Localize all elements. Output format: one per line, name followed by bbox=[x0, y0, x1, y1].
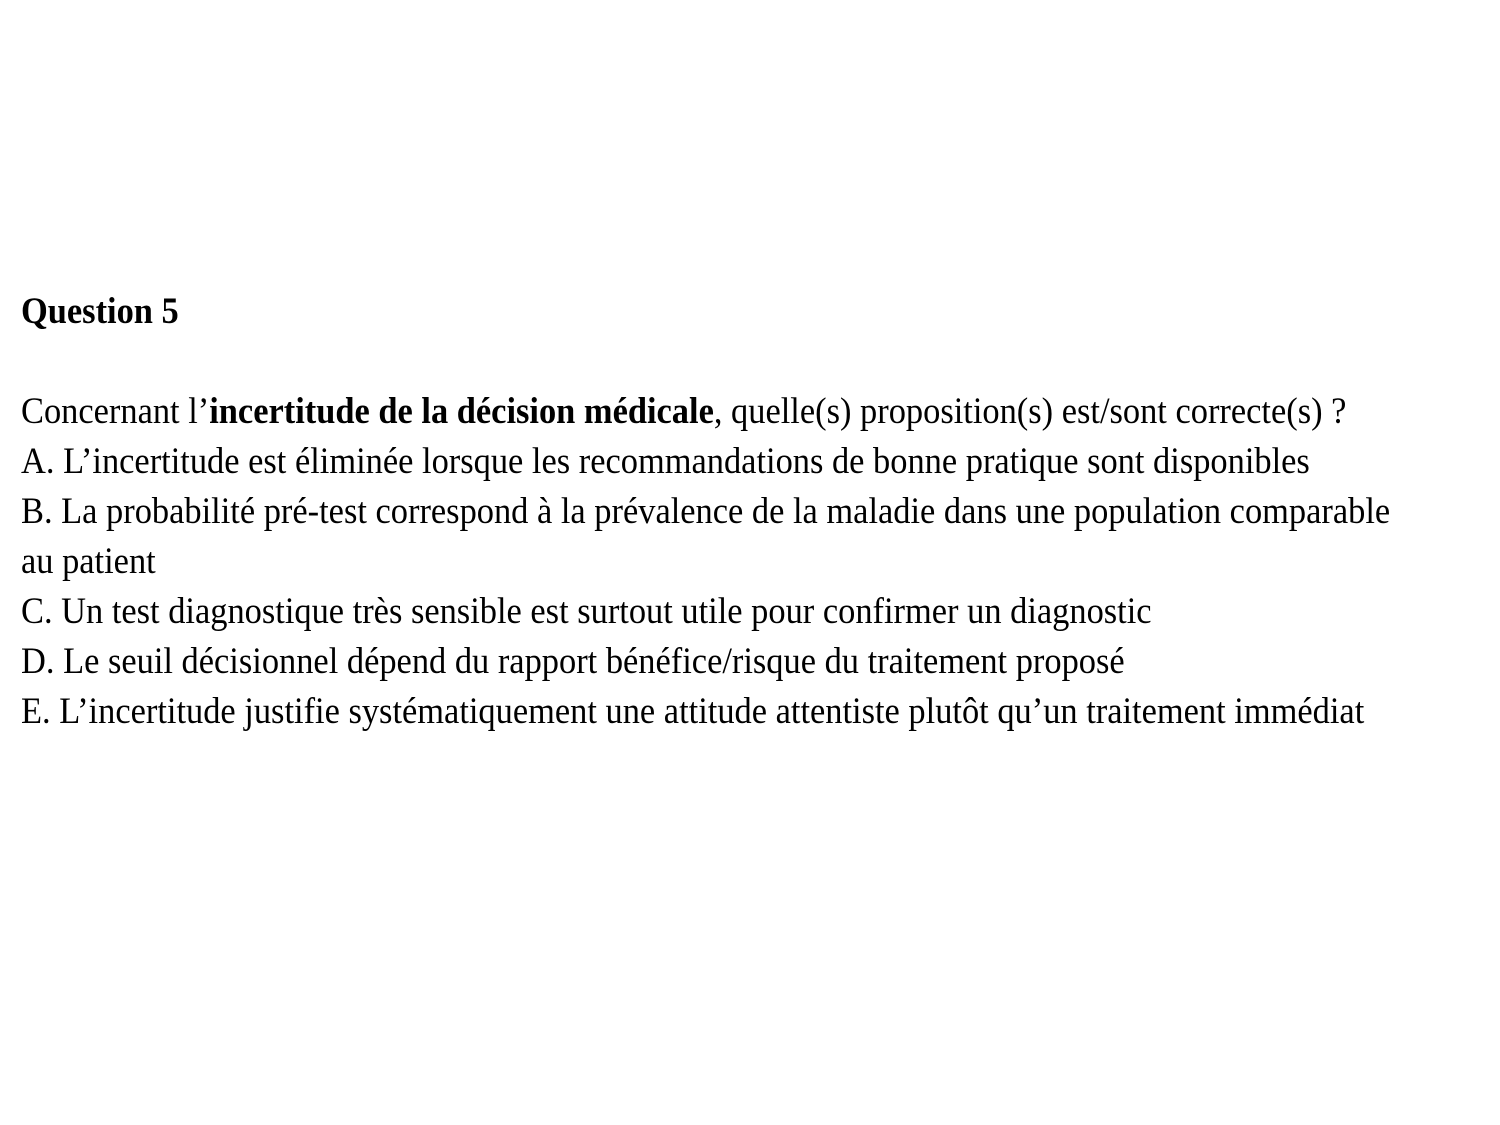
option-letter: D. bbox=[21, 641, 55, 682]
option-d bbox=[21, 637, 1425, 687]
option-letter: C. bbox=[21, 591, 53, 632]
option-text: L’incertitude est éliminée lorsque les recommandations de bonne pratique sont disponibles bbox=[63, 441, 1310, 482]
spacer bbox=[21, 337, 1388, 387]
question-stem bbox=[21, 387, 1425, 437]
question-prefix: Concernant l’ bbox=[21, 391, 210, 432]
question-emphasis: incertitude de la décision médicale bbox=[209, 391, 714, 432]
option-c bbox=[21, 587, 1425, 637]
option-e bbox=[21, 687, 1425, 737]
document-page bbox=[21, 287, 1391, 737]
option-letter: E. bbox=[21, 691, 51, 732]
option-text: Le seuil décisionnel dépend du rapport bénéfice/risque du traitement proposé bbox=[63, 641, 1125, 682]
option-text: La probabilité pré-test correspond à la prévalence de la maladie dans une population comparable au patient bbox=[21, 491, 1391, 582]
option-letter: A. bbox=[21, 441, 55, 482]
question-title: Question 5 bbox=[21, 291, 179, 332]
option-text: Un test diagnostique très sensible est surtout utile pour confirmer un diagnostic bbox=[61, 591, 1152, 632]
question-suffix: , quelle(s) proposition(s) est/sont correcte(s) ? bbox=[713, 391, 1347, 432]
option-a bbox=[21, 437, 1425, 487]
option-b bbox=[21, 487, 1425, 587]
option-text: L’incertitude justifie systématiquement une attitude attentiste plutôt qu’un traitement immédiat bbox=[59, 691, 1365, 732]
option-letter: B. bbox=[21, 491, 53, 532]
